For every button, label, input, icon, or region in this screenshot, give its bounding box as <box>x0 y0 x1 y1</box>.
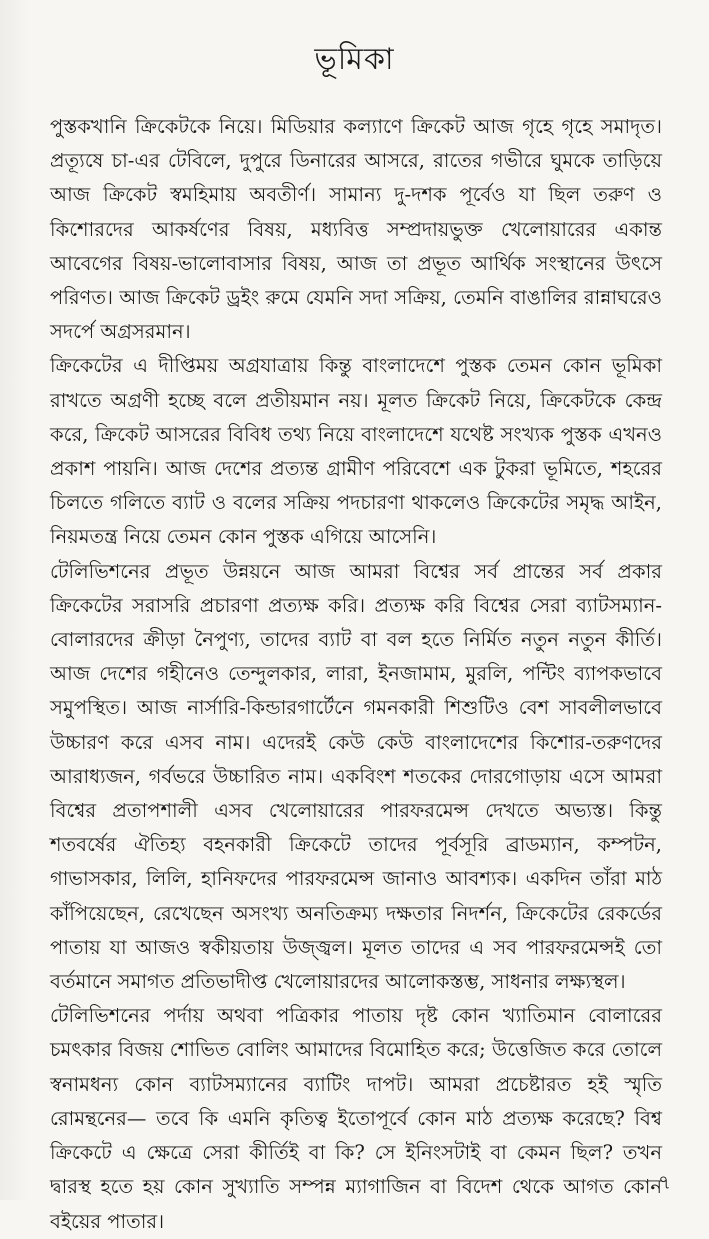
paragraph-2: ক্রিকেটের এ দীপ্তিময় অগ্রযাত্রায় কিন্তু বাংলাদেশে পুস্তক তেমন কোন ভূমিকা রাখতে অগ্রণী হচ্ছে বলে প্রতীয়মান নয়। মূলত ক্রিকেট নিয়ে, ক্রিকেটকে কেন্দ্র করে, ক্রিকেট আসরের বিবিধ তথ্য নিয়ে বাংলাদেশে যথেষ্ট সংখ্যক পুস্তক এখনও প্রকাশ পায়নি। আজ দেশের প্রত্যন্ত গ্রামীণ পরিবেশে এক টুকরা ভূমিতে, শহরের চিলতে গলিতে ব্যাট ও বলের সক্রিয় পদচারণা থাকলেও ক্রিকেটের সমৃদ্ধ আইন, নিয়মতন্ত্র নিয়ে তেমন কোন পুস্তক এগিয়ে আসেনি। <box>50 354 662 549</box>
paragraph-4: টেলিভিশনের পর্দায় অথবা পত্রিকার পাতায় দৃষ্ট কোন খ্যাতিমান বোলারের চমৎকার বিজয় শোভিত বোলিং আমাদের বিমোহিত করে; উত্তেজিত করে তোলে স্বনামধন্য কোন ব্যাটসম্যানের ব্যাটিং দাপট। আমরা প্রচেষ্টারত হই স্মৃতি রোমন্থনের— তবে কি এমনি কৃতিত্ব ইতোপূর্বে কোন মাঠ প্রত্যক্ষ করেছে? বিশ্ব ক্রিকেটে এ ক্ষেত্রে সেরা কীর্তিই বা কি? সে ইনিংসটাই বা কেমন ছিল? তখন দ্বারস্থ হতে হয় কোন সুখ্যাতি সম্পন্ন ম্যাগাজিন বা বিদেশ থেকে আগত কোন বইয়ের পাতার। <box>50 1004 662 1233</box>
paragraph-3: টেলিভিশনের প্রভূত উন্নয়নে আজ আমরা বিশ্বের সর্ব প্রান্তের সর্ব প্রকার ক্রিকেটের সরাসরি প্রচারণা প্রত্যক্ষ করি। প্রত্যক্ষ করি বিশ্বের সেরা ব্যাটসম্যান-বোলারদের ক্রীড়া নৈপুণ্য, তাদের ব্যাট বা বল হতে নির্মিত নতুন নতুন কীর্তি। আজ দেশের গহীনেও তেন্দুলকার, লারা, ইনজামাম, মুরলি, পন্টিং ব্যাপকভাবে সমুপস্থিত। আজ নার্সারি-কিন্ডারগার্টেনে গমনকারী শিশুটিও বেশ সাবলীলভাবে উচ্চারণ করে এসব নাম। এদেরই কেউ কেউ বাংলাদেশের কিশোর-তরুণদের আরাধ্যজন, গর্বভরে উচ্চারিত নাম। একবিংশ শতকের দোরগোড়ায় এসে আমরা বিশ্বের প্রতাপশালী এসব খেলোয়ারের পারফরমেন্স দেখতে অভ্যস্ত। কিন্তু শতবর্ষের ঐতিহ্য বহনকারী ক্রিকেটে তাদের পূর্বসূরি ব্রাডম্যান, কম্পটন, গাভাসকার, লিলি, হানিফদের পারফরমেন্স জানাও আবশ্যক। একদিন তাঁরা মাঠ কাঁপিয়েছেন, রেখেছেন অসংখ্য অনতিক্রম্য দক্ষতার নিদর্শন, ক্রিকেটের রেকর্ডের পাতায় যা আজও স্বকীয়তায় উজ্জ্বল। মূলত তাদের এ সব পারফরমেন্সই তো বর্তমানে সমাগত প্রতিভাদীপ্ত খেলোয়ারদের আলোকস্তম্ভ, সাধনার লক্ষ্যস্থল। <box>50 559 662 994</box>
page-number: ৭ <box>657 1170 671 1194</box>
page-heading: ভূমিকা <box>314 42 395 77</box>
paragraph-1: পুস্তকখানি ক্রিকেটকে নিয়ে। মিডিয়ার কল্যাণে ক্রিকেট আজ গৃহে গৃহে সমাদৃত। প্রত্যূষে চা-এর টেবিলে, দুপুরে ডিনারের আসরে, রাতের গভীরে ঘুমকে তাড়িয়ে আজ ক্রিকেট স্বমহিমায় অবতীর্ণ। সামান্য দু-দশক পূর্বেও যা ছিল তরুণ ও কিশোরদের আকর্ষণের বিষয়, মধ্যবিত্ত সম্প্রদায়ভুক্ত খেলোয়ারের একান্ত আবেগের বিষয়-ভালোবাসার বিষয়, আজ তা প্রভূত আর্থিক সংস্থানের উৎসে পরিণত। আজ ক্রিকেট ড্রইং রুমে যেমনি সদা সক্রিয়, তেমনি বাঙালির রান্নাঘরেও সদর্পে অগ্রসরমান। <box>50 115 662 344</box>
page-body <box>50 110 662 1239</box>
